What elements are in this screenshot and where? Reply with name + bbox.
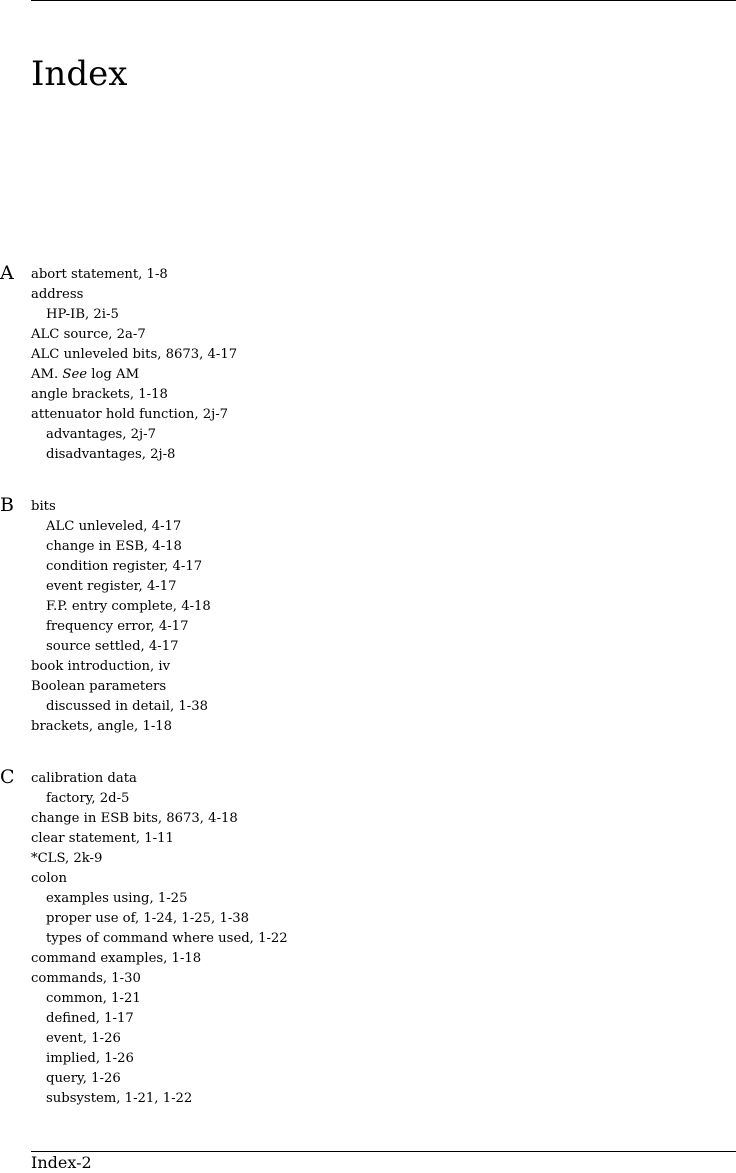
section-letter: C [0, 766, 15, 788]
index-entry: colon [31, 871, 67, 886]
index-subentry: proper use of, 1-24, 1-25, 1-38 [46, 911, 250, 926]
index-entry: change in ESB bits, 8673, 4-18 [31, 811, 238, 826]
index-entry: *CLS, 2k-9 [31, 851, 103, 866]
index-subentry: ALC unleveled, 4-17 [46, 519, 182, 534]
index-subentry: HP-IB, 2i-5 [46, 307, 119, 322]
index-entry: abort statement, 1-8 [31, 267, 168, 282]
index-subentry: factory, 2d-5 [46, 791, 130, 806]
index-entry: Boolean parameters [31, 679, 167, 694]
index-subentry: common, 1-21 [46, 991, 141, 1006]
page-footer: Index-2 [31, 1153, 92, 1172]
index-subentry: advantages, 2j-7 [46, 427, 156, 442]
bottom-rule [31, 1151, 736, 1152]
index-entry: bits [31, 499, 56, 514]
index-subentry: condition register, 4-17 [46, 559, 203, 574]
section-letter: B [0, 494, 14, 516]
index-entry: calibration data [31, 771, 137, 786]
index-subentry: F.P. entry complete, 4-18 [46, 599, 211, 614]
index-subentry: discussed in detail, 1-38 [46, 699, 209, 714]
index-entry-list [31, 497, 211, 737]
index-subentry: types of command where used, 1-22 [46, 931, 288, 946]
index-subentry: change in ESB, 4-18 [46, 539, 182, 554]
index-entry: command examples, 1-18 [31, 951, 202, 966]
index-entry: clear statement, 1-11 [31, 831, 174, 846]
index-subentry: disadvantages, 2j-8 [46, 447, 176, 462]
index-subentry: defined, 1-17 [46, 1011, 134, 1026]
index-entry: commands, 1-30 [31, 971, 141, 986]
index-subentry: source settled, 4-17 [46, 639, 179, 654]
index-entry-list [31, 769, 288, 1109]
see-reference: See [62, 367, 88, 382]
index-entry: brackets, angle, 1-18 [31, 719, 173, 734]
page-title: Index [31, 54, 128, 94]
index-entry: ALC source, 2a-7 [31, 327, 146, 342]
index-subentry: frequency error, 4-17 [46, 619, 189, 634]
index-entry: angle brackets, 1-18 [31, 387, 168, 402]
index-subentry: query, 1-26 [46, 1071, 121, 1086]
index-entry: attenuator hold function, 2j-7 [31, 407, 229, 422]
section-letter: A [0, 262, 14, 284]
index-entry: AM. See log AM [31, 367, 140, 382]
index-entry: address [31, 287, 84, 302]
index-entry-list [31, 265, 237, 465]
index-subentry: implied, 1-26 [46, 1051, 134, 1066]
index-entry: ALC unleveled bits, 8673, 4-17 [31, 347, 238, 362]
index-subentry: event, 1-26 [46, 1031, 121, 1046]
index-subentry: examples using, 1-25 [46, 891, 188, 906]
top-rule [31, 0, 736, 1]
index-subentry: event register, 4-17 [46, 579, 177, 594]
index-subentry: subsystem, 1-21, 1-22 [46, 1091, 193, 1106]
index-entry: book introduction, iv [31, 659, 171, 674]
